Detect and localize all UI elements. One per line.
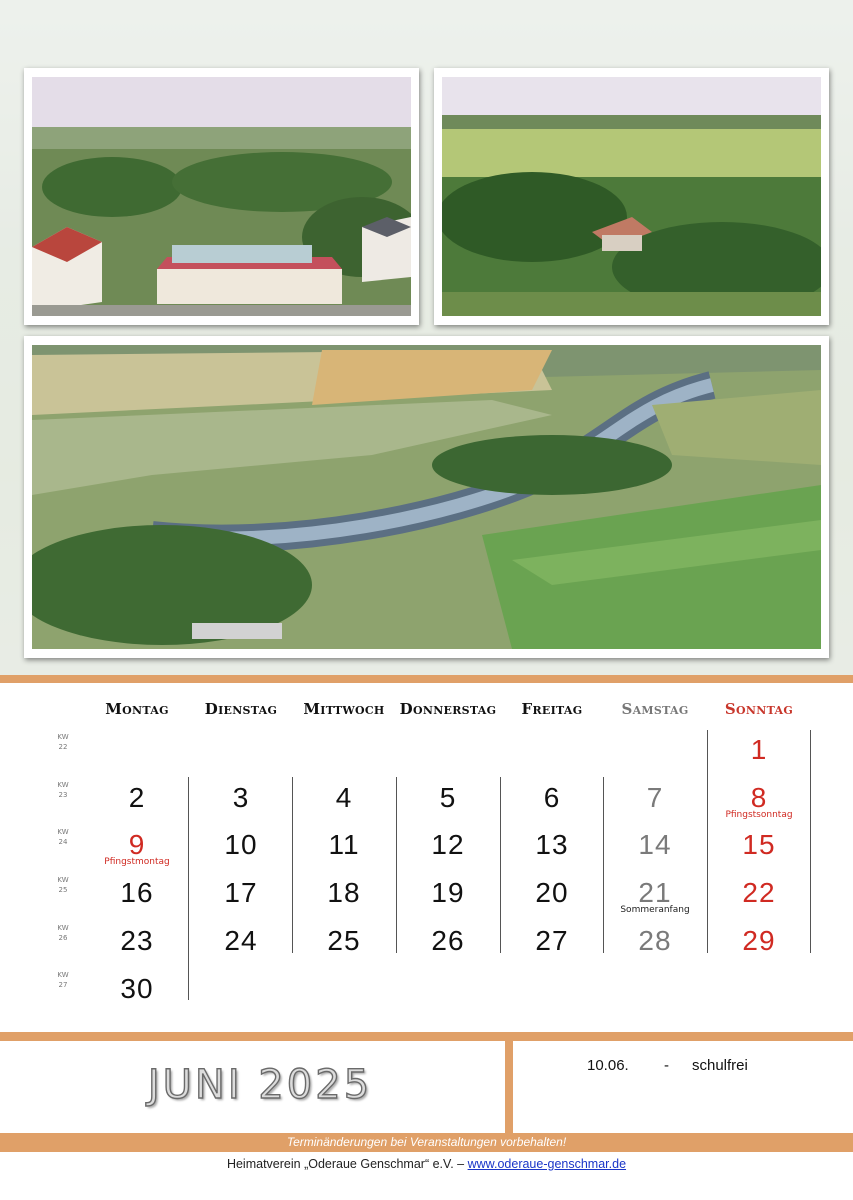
kw-number: 23 [58,791,68,799]
calendar-week-22 [52,732,74,752]
weekday-monday: Montag [105,700,169,718]
kw-label: KW [57,781,69,789]
day-20: 20 [535,877,569,908]
kw-label: KW [57,876,69,884]
event-text: schulfrei [692,1057,748,1074]
weekday-thursday: Donnerstag [399,700,497,718]
day-21: 21 [638,877,672,908]
day-28: 28 [638,925,672,956]
day-24: 24 [224,925,258,956]
event-label-sommeranfang: Sommeranfang [620,905,690,915]
kw-label: KW [57,733,69,741]
day-9: 9 [128,829,146,860]
day-27: 27 [535,925,569,956]
photo-river-aerial [32,345,821,649]
footer-website-link[interactable]: www.oderaue-genschmar.de [467,1157,627,1171]
calendar-week-27 [52,970,74,990]
weekday-friday: Freitag [521,700,583,718]
footer-org: Heimatverein „Oderaue Genschmar“ e.V. – [226,1157,465,1171]
kw-number: 22 [58,743,68,751]
day-1: 1 [750,734,768,765]
day-5: 5 [439,782,457,813]
weekday-tuesday: Dienstag [204,700,278,718]
day-23: 23 [120,925,154,956]
photo-frame-river [24,336,829,658]
kw-label: KW [57,828,69,836]
day-30: 30 [120,973,154,1004]
calendar-week-25 [52,875,74,895]
kw-number: 25 [58,886,68,894]
day-29: 29 [742,925,776,956]
kw-number: 26 [58,934,68,942]
kw-label: KW [57,924,69,932]
day-19: 19 [431,877,465,908]
day-26: 26 [431,925,465,956]
day-10: 10 [224,829,258,860]
day-8: 8 [750,782,768,813]
photo-frame-village-right [434,68,829,325]
kw-number: 24 [58,838,68,846]
middle-accent-bar [0,1032,853,1041]
day-11: 11 [328,829,360,860]
event-date: 10.06. [587,1057,629,1074]
day-18: 18 [327,877,361,908]
day-6: 6 [543,782,561,813]
day-12: 12 [431,829,465,860]
day-22: 22 [742,877,776,908]
photo-village-aerial [32,77,411,316]
kw-number: 27 [58,981,68,989]
photo-village-fields [442,77,821,316]
kw-label: KW [57,971,69,979]
day-4: 4 [335,782,353,813]
day-7: 7 [646,782,664,813]
event-dash: - [664,1057,669,1074]
disclaimer-text: Terminänderungen bei Veranstaltungen vorbehalten! [286,1135,567,1149]
photo-frame-village-left [24,68,419,325]
day-3: 3 [232,782,250,813]
day-13: 13 [535,829,569,860]
weekday-wednesday: Mittwoch [303,700,385,718]
day-2: 2 [128,782,146,813]
weekday-sunday: Sonntag [724,700,794,718]
calendar-week-24 [52,827,74,847]
day-16: 16 [120,877,154,908]
day-14: 14 [638,829,672,860]
holiday-label-pfingstsonntag: Pfingstsonntag [725,810,793,820]
calendar-week-26 [52,923,74,943]
top-accent-bar [0,675,853,683]
footer [0,1157,853,1171]
day-17: 17 [224,877,258,908]
month-title: JUNI 2025 [147,1062,373,1108]
holiday-label-pfingstmontag: Pfingstmontag [104,857,170,867]
weekday-saturday: Samstag [621,700,689,718]
day-15: 15 [742,829,776,860]
day-25: 25 [327,925,361,956]
calendar-week-23 [52,780,74,800]
